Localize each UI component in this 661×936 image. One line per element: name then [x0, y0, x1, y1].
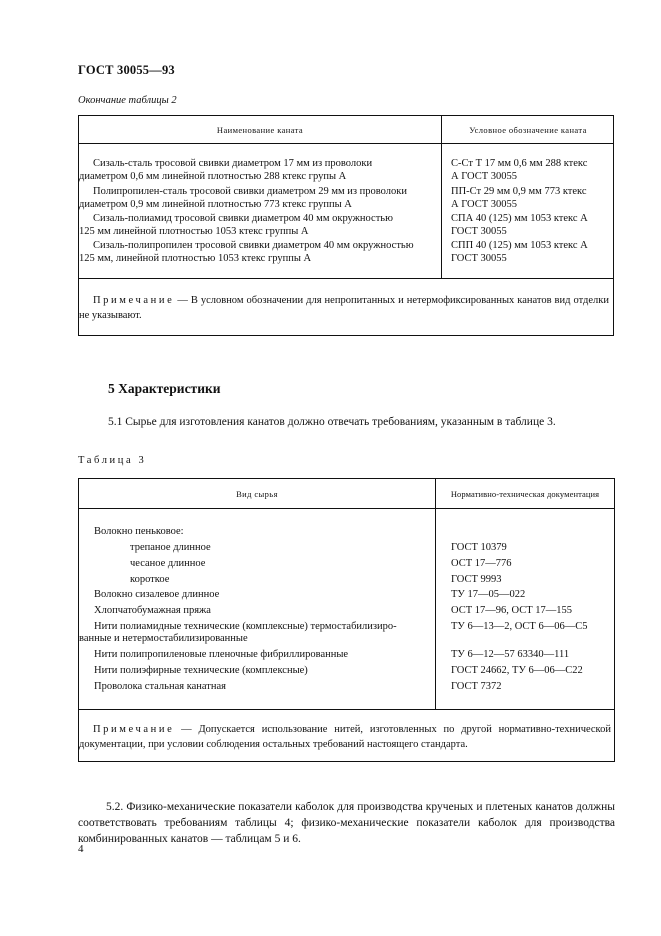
note-text: — В условном обозначении для непропитанных и нетермофиксированных канатов вид отделки не указывают.	[79, 295, 609, 321]
table3-note-divider	[79, 709, 614, 710]
note-label: Примечание	[93, 724, 175, 735]
row-doc: ГОСТ 10379	[451, 542, 507, 553]
table-row: Проволока стальная канатная	[94, 681, 226, 692]
table3-caption: Таблица 3	[78, 455, 147, 466]
row-doc: ОСТ 17—96, ОСТ 17—155	[451, 605, 573, 616]
row-name-line1: Сизаль-полипропилен тросовой свивки диаметром 40 мм окружностью	[93, 240, 414, 251]
row-name-line2: 125 мм, линейной плотностью 1053 ктекс группы А	[79, 253, 312, 264]
designation-line2: А ГОСТ 30055	[451, 199, 518, 210]
table-row: Волокно сизалевое длинное	[94, 589, 220, 600]
row-designation	[451, 212, 611, 238]
table2-header-divider	[79, 143, 613, 144]
table2-col1-header: Наименование каната	[216, 125, 304, 135]
table-row: Нити полиэфирные технические (комплексные)	[94, 665, 308, 676]
row-doc: ТУ 6—13—2, ОСТ 6—06—С5	[451, 621, 588, 632]
designation-line1: СПП 40 (125) мм 1053 ктекс А	[451, 240, 588, 251]
table3-col1-header: Вид сырья	[236, 489, 278, 499]
row-doc: ГОСТ 9993	[451, 574, 502, 585]
table-row: Волокно пеньковое:	[94, 526, 184, 537]
table3	[78, 478, 615, 762]
row-designation	[451, 157, 611, 183]
row-doc: ГОСТ 24662, ТУ 6—06—С22	[451, 665, 583, 676]
document-header: ГОСТ 30055—93	[78, 63, 175, 77]
row-doc: ТУ 6—12—57 63340—111	[451, 649, 570, 660]
table2	[78, 115, 614, 336]
designation-line1: С-Ст Т 17 мм 0,6 мм 288 ктекс	[451, 158, 588, 169]
page-number: 4	[78, 843, 84, 855]
table3-note	[79, 722, 611, 752]
paragraph-5-1: 5.1 Сырье для изготовления канатов должно отвечать требованиям, указанным в таблице 3.	[108, 416, 556, 428]
table-row	[79, 621, 433, 645]
designation-line2: ГОСТ 30055	[451, 226, 507, 237]
table-row: чесаное длинное	[130, 558, 206, 569]
designation-line1: СПА 40 (125) мм 1053 ктекс А	[451, 213, 588, 224]
table-row: Хлопчатобумажная пряжа	[94, 605, 211, 616]
row-name-line1: Сизаль-полиамид тросовой свивки диаметром 40 мм окружностью	[93, 213, 393, 224]
table2-note	[79, 293, 609, 323]
row-name-line2: диаметром 0,6 мм линейной плотностью 288 ктекс групы А	[79, 171, 347, 182]
table-row	[79, 239, 437, 265]
table-row: Нити полипропиленовые пленочные фибриллированные	[94, 649, 349, 660]
row-name-line2: ванные и нетермостабилизированные	[79, 633, 248, 644]
table3-header-divider	[79, 508, 614, 509]
row-doc: ГОСТ 7372	[451, 681, 502, 692]
table2-caption: Окончание таблицы 2	[78, 95, 177, 106]
table3-column-divider	[435, 479, 436, 709]
designation-line2: А ГОСТ 30055	[451, 171, 518, 182]
table-row	[79, 157, 437, 183]
section-title: 5 Характеристики	[108, 381, 221, 396]
note-label: Примечание	[93, 295, 175, 306]
row-designation	[451, 185, 611, 211]
row-name-line1: Нити полиамидные технические (комплексные) термостабилизиро-	[94, 621, 397, 632]
row-name-line2: диаметром 0,9 мм линейной плотностью 773 ктекс группы А	[79, 199, 352, 210]
note-text: — Допускается использование нитей, изготовленных по другой нормативно-технической документации, при условии соблюдения остальных требований настоящего стандарта.	[79, 724, 611, 750]
row-doc: ОСТ 17—776	[451, 558, 512, 569]
table-row	[79, 185, 437, 211]
row-name-line2: 125 мм линейной плотностью 1053 ктекс группы А	[79, 226, 309, 237]
table2-col2-header: Условное обозначение каната	[469, 125, 587, 135]
table-row: трепаное длинное	[130, 542, 211, 553]
table3-col2-header: Нормативно-техническая документация	[450, 489, 600, 499]
paragraph-5-2	[78, 799, 615, 847]
row-doc: ТУ 17—05—022	[451, 589, 526, 600]
paragraph-5-2-text: 5.2. Физико-механические показатели каболок для производства крученых и плетеных канатов должны соответствовать требованиям таблицы 4; физико-механические показатели каболок для производства комбинированных канатов — таблицам 5 и 6.	[78, 801, 615, 845]
row-name-line1: Полипропилен-сталь тросовой свивки диаметром 29 мм из проволоки	[93, 186, 407, 197]
table2-note-divider	[79, 278, 613, 279]
row-designation	[451, 239, 611, 265]
table2-column-divider	[441, 116, 442, 278]
designation-line1: ПП-Ст 29 мм 0,9 мм 773 ктекс	[451, 186, 587, 197]
row-name-line1: Сизаль-сталь тросовой свивки диаметром 17 мм из проволоки	[93, 158, 373, 169]
table-row: короткое	[130, 574, 170, 585]
designation-line2: ГОСТ 30055	[451, 253, 507, 264]
table-row	[79, 212, 437, 238]
